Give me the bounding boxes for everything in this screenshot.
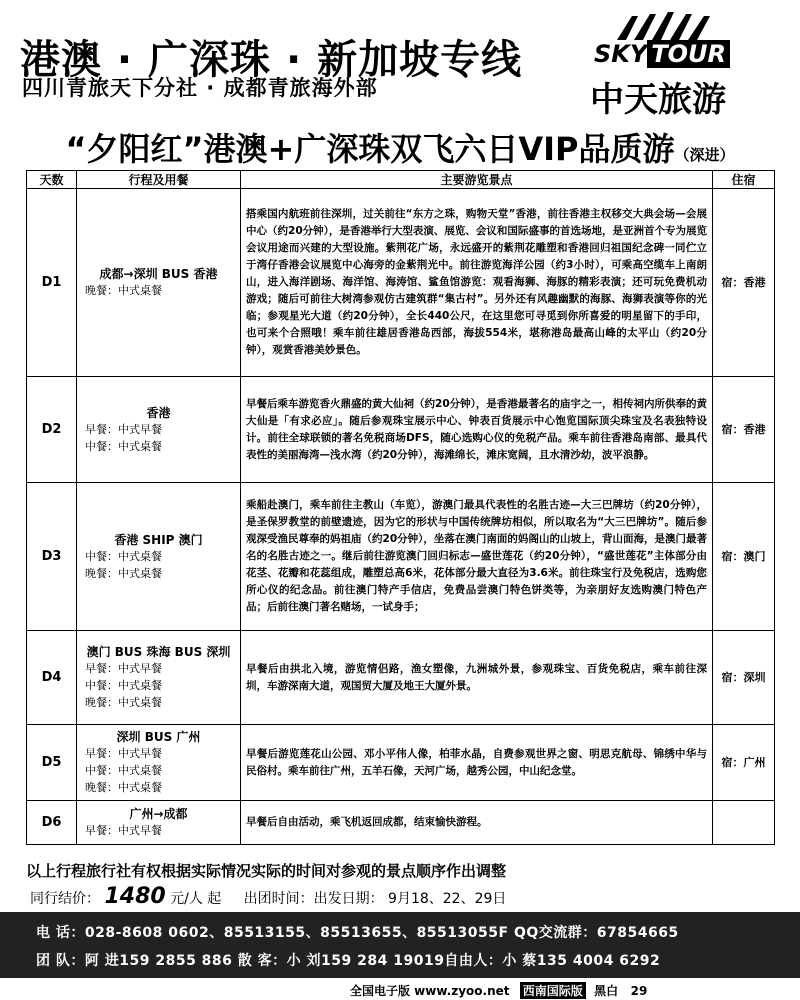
table-row [27, 725, 775, 801]
footer-page-number: 29 [630, 984, 648, 998]
sights-cell: 搭乘国内航班前往深圳，过关前往“东方之珠，购物天堂”香港，前往香港主权移交大典会场—会展中心（约20分钟），是香港举行大型表演、展览、会议和国际盛事的首选场地，是亚洲首个专为展览会议用途而兴建的大型设施。紫荆花广场，永远盛开的紫荆花雕塑和香港回归祖国纪念碑一同伫立于湾仔香港会议展览中心海旁的金紫荆光中。前往游览海洋公园（约3小时），可乘高空缆车上南朗山，进入海洋剧场、海洋馆、海涛馆、鲨鱼馆游览：观看海狮、海豚的精彩表演；还可玩免费机动游戏；随后可前往大树湾参观仿古建筑群“集古村”。另外还有风趣幽默的海豚、海狮表演等你的光临；参观星光大道（约20分钟），全长440公尺，在这里您可寻觅到你所喜爱的明星留下的手印，也可来个合照哦！乘车前往雄居香港岛西部，海拔554米，堪称港岛最高山峰的太平山（约20分钟），观赏香港美妙景色。 [241, 189, 713, 377]
stay-cell: 宿：广州 [713, 725, 775, 801]
table-row [27, 377, 775, 483]
departure-label: 出团时间：出发日期： [243, 891, 384, 907]
skytour-logo [572, 10, 772, 120]
meal-item: 中餐：中式桌餐 [85, 679, 162, 692]
route-cell [77, 483, 241, 631]
day-cell: D4 [27, 631, 77, 725]
footer-color: 黑白 [594, 984, 619, 998]
stay-cell: 宿：深圳 [713, 631, 775, 725]
route-cell [77, 725, 241, 801]
route-name: 香港 [146, 405, 171, 420]
logo-tour-text: TOUR [647, 40, 730, 68]
meal-item: 早餐：中式早餐 [85, 422, 162, 436]
day-cell: D6 [27, 801, 77, 845]
footer-site: 全国电子版 www.zyoo.net [350, 984, 510, 998]
logo-chinese-name: 中天旅游 [590, 80, 726, 120]
banner-title: 港澳 · 广深珠 · 新加坡专线 [20, 37, 523, 83]
sights-cell: 早餐后游览莲花山公园、邓小平伟人像，柏菲水晶，自费参观世界之窗、明思克航母、锦绣中华与民俗村。乘车前往广州，五羊石像，天河广场，越秀公园，中山纪念堂。 [241, 725, 713, 801]
tour-title-tag: （深进） [674, 146, 735, 164]
contact-banner [0, 912, 800, 978]
meal-item: 晚餐：中式桌餐 [85, 566, 162, 580]
meal-item: 早餐：中式早餐 [85, 662, 162, 675]
departure-dates: 9月18、22、29日 [388, 891, 507, 907]
banner-subtitle: 四川青旅天下分社 · 成都青旅海外部 [22, 76, 378, 100]
page-footer [350, 982, 647, 999]
route-name: 成都→深圳 BUS 香港 [99, 267, 218, 281]
stay-cell: 宿：香港 [713, 377, 775, 483]
table-row [27, 189, 775, 377]
adjustment-note: 以上行程旅行社有权根据实际情况实际的时间对参观的景点顺序作出调整 [26, 862, 507, 880]
table-row [27, 483, 775, 631]
price-line [30, 884, 506, 909]
day-cell: D1 [27, 189, 77, 377]
price-amount: 1480 [104, 884, 166, 909]
sights-cell: 早餐后乘车游览香火鼎盛的黄大仙祠（约20分钟），是香港最著名的庙宇之一，相传祠内所供奉的黄大仙是「有求必应」。随后参观珠宝展示中心、钟表百货展示中心饱览国际顶尖珠宝及名表独特设计。前往全球联锁的著名免税商场DFS，随心选购心仪的免税产品。乘车前往香港岛南部、最具代表性的美丽海湾—浅水湾（约20分钟），海滩绵长，滩床宽阔，且水清沙幼，波平浪静。 [241, 377, 713, 483]
stay-cell: 宿：香港 [713, 189, 775, 377]
swoosh-icon [612, 10, 732, 44]
meal-item: 中餐：中式桌餐 [85, 439, 162, 453]
sights-cell: 早餐后由拱北入境，游览情侣路，渔女塑像，九洲城外景，参观珠宝、百货免税店，乘车前往深圳，车游深南大道，观国贸大厦及地王大厦外景。 [241, 631, 713, 725]
tour-title [0, 124, 800, 170]
sights-cell: 乘船赴澳门，乘车前往主教山（车览），游澳门最具代表性的名胜古迹—大三巴牌坊（约20分钟），是圣保罗教堂的前壁遗迹，因为它的形状与中国传统牌坊相似，所以取名为“大三巴牌坊”。随后参观深受渔民尊奉的妈祖庙（约20分钟），坐落在澳门南面的妈阁山的山坡上，背山面海，是澳门最著名的名胜古迹之一。继后前往游览澳门回归标志—盛世莲花（约20分钟），“盛世莲花”主体部分由花茎、花瓣和花蕊组成，雕塑总高6米，花体部分最大直径为3.6米。前往珠宝行及免税店，选购您所心仪的纪念品。前往澳门特产手信店，免费品尝澳门特色饼类等，为亲朋好友选购澳门特色产品；后前往澳门著名赌场，一试身手； [241, 483, 713, 631]
header-route: 行程及用餐 [77, 171, 241, 189]
header-sights: 主要游览景点 [241, 171, 713, 189]
header-day: 天数 [27, 171, 77, 189]
day-cell: D5 [27, 725, 77, 801]
meal-item: 早餐：中式早餐 [85, 824, 162, 837]
route-cell [77, 189, 241, 377]
sights-cell: 早餐后自由活动，乘飞机返回成都，结束愉快游程。 [241, 801, 713, 845]
itinerary-table [26, 170, 775, 845]
route-name: 深圳 BUS 广州 [116, 730, 201, 744]
footer-edition: 西南国际版 [520, 982, 586, 999]
price-unit: 元/人 起 [170, 891, 222, 907]
table-row [27, 631, 775, 725]
stay-cell: 宿：澳门 [713, 483, 775, 631]
logo-sky-text: SKY [594, 40, 648, 68]
stay-cell [713, 801, 775, 845]
meal-item: 晚餐：中式桌餐 [85, 696, 162, 709]
route-cell [77, 801, 241, 845]
day-cell: D2 [27, 377, 77, 483]
header-stay: 住宿 [713, 171, 775, 189]
route-name: 澳门 BUS 珠海 BUS 深圳 [86, 645, 231, 659]
tour-title-text: “夕阳红”港澳+广深珠双飞六日VIP品质游 [65, 130, 675, 168]
route-name: 广州→成都 [129, 807, 188, 821]
meal-item: 晚餐：中式桌餐 [85, 781, 162, 794]
meal-item: 中餐：中式桌餐 [85, 549, 162, 563]
table-row [27, 801, 775, 845]
contact-team: 团 队：阿 进159 2855 886 散 客：小 刘159 284 19019自由人：小 蔡135 4004 6292 [36, 953, 661, 969]
route-cell [77, 377, 241, 483]
table-header-row [27, 171, 775, 189]
price-label: 同行结价： [30, 891, 100, 907]
logo-wordmark [594, 40, 730, 68]
meal-item: 晚餐：中式桌餐 [85, 284, 162, 297]
meal-item: 早餐：中式早餐 [85, 747, 162, 760]
meal-item: 中餐：中式桌餐 [85, 764, 162, 777]
day-cell: D3 [27, 483, 77, 631]
route-name: 香港 SHIP 澳门 [114, 532, 203, 547]
contact-phone: 电 话：028-8608 0602、85513155、85513655、85513055F QQ交流群：67854665 [36, 925, 679, 941]
route-cell [77, 631, 241, 725]
